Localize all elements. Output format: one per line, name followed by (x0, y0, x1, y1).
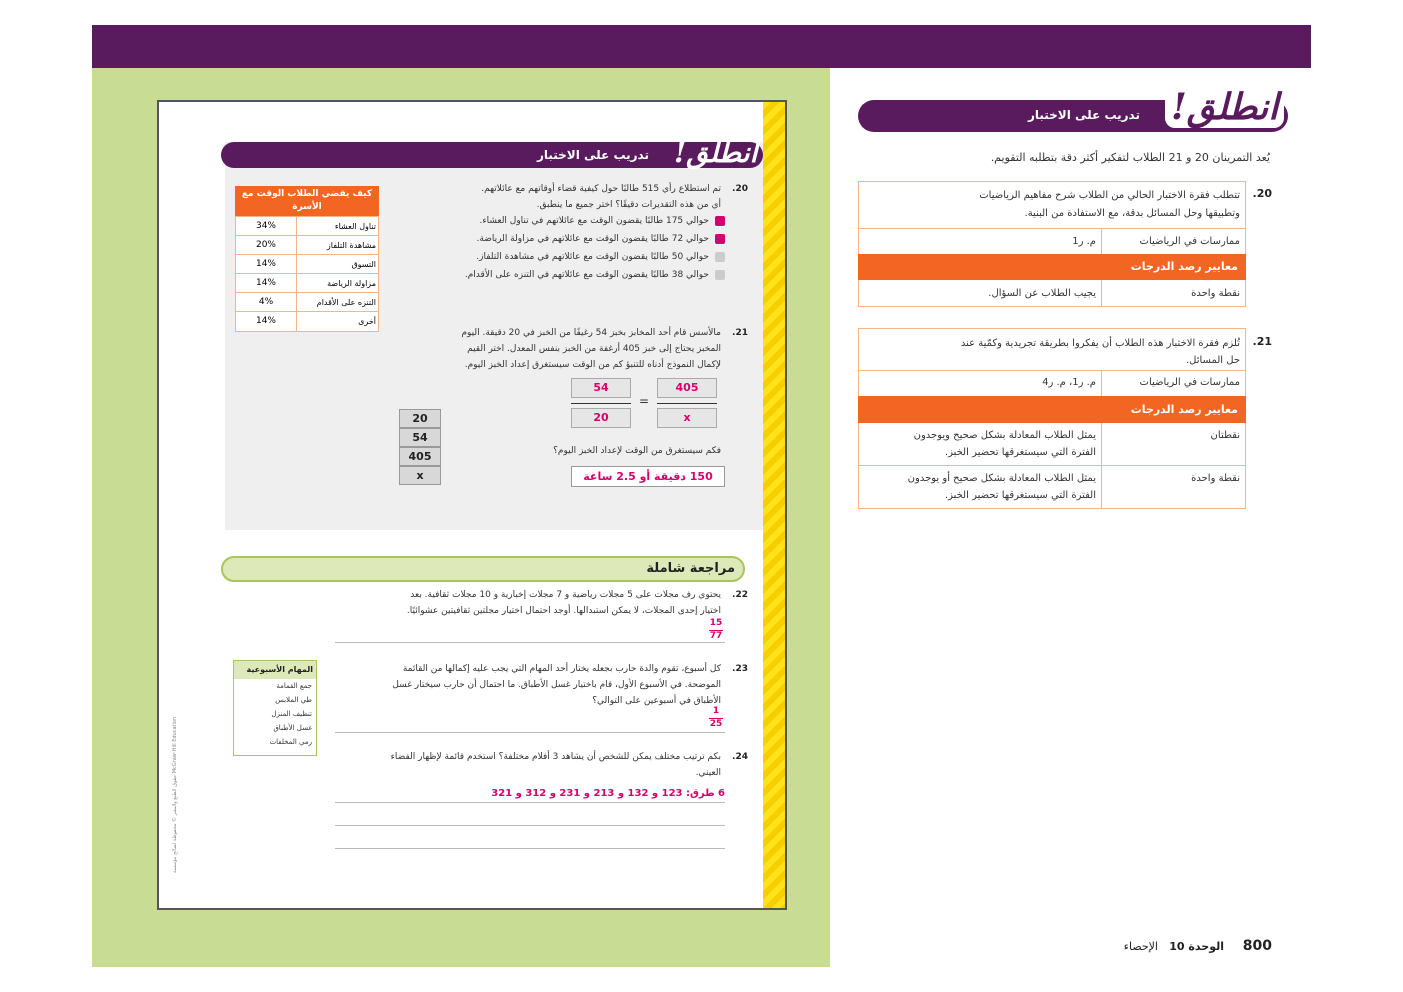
ex20-rubric-header: معايير رصد الدرجات (858, 254, 1246, 280)
ex20-points-label: نقطة واحدة (1191, 288, 1240, 299)
q21-text-1: مالأسس قام أحد المخابز بخبز 54 رغيفًا من الخبز في 20 دقيقة. اليوم (461, 328, 721, 338)
ex21-2pts-desc-2: الفترة التي سيستغرقها تحضير الخبز. (944, 447, 1096, 458)
go-logo: انطلق! (674, 136, 758, 169)
q24-text-2: العيني. (695, 768, 721, 778)
yellow-edge-strip (763, 102, 785, 908)
test-practice-title: تدريب على الاختبار (536, 148, 649, 162)
weekly-task-item: رمي المخلفات (269, 738, 312, 746)
table-cell-label: تناول العشاء (334, 222, 376, 231)
table-cell-label: أخرى (358, 317, 376, 326)
fraction-numerator-left[interactable]: 54 (571, 378, 631, 398)
table-cell-value: 4% (258, 297, 274, 307)
review-title: مراجعة شاملة (646, 561, 735, 576)
q24-text-1: بكم ترتيب مختلف يمكن للشخص أن يشاهد 3 أفلام مختلفة؟ استخدم قائمة لإظهار الفضاء (390, 752, 721, 762)
ex20-number: 20. (1252, 187, 1272, 200)
ex20-points-desc: يجيب الطلاب عن السؤال. (988, 288, 1096, 299)
checkbox-checked-icon (715, 216, 725, 226)
q23-text-2: الموضحة. في الأسبوع الأول، قام باختيار غسل الأطباق. ما احتمال أن حارب سيختار غسل (392, 680, 721, 690)
table-cell-value: 14% (255, 316, 276, 326)
table-row (236, 217, 378, 236)
ex21-rubric-header: معايير رصد الدرجات (858, 396, 1246, 423)
answer-line (335, 642, 725, 643)
checkbox-unchecked-icon (715, 252, 725, 262)
table-row (236, 274, 378, 293)
table-row (236, 293, 378, 312)
weekly-task-item: طي الملابس (275, 696, 312, 704)
ex21-1pt-desc-2: الفترة التي سيستغرقها تحضير الخبز. (944, 490, 1096, 501)
table-cell-label: التنزه على الأقدام (316, 298, 376, 307)
family-time-table-title: كيف يقضي الطلاب الوقت مع الأسرة (235, 186, 379, 216)
drag-tile-20[interactable]: 20 (399, 409, 441, 428)
fraction-bar-left (571, 403, 631, 404)
weekly-task-item: جمع القمامة (276, 682, 312, 690)
answer-line (335, 802, 725, 803)
drag-tile-54[interactable]: 54 (399, 428, 441, 447)
answer-line (335, 732, 725, 733)
ex20-practice-label: ممارسات في الرياضيات (1139, 236, 1240, 247)
q21-number: 21. (732, 328, 748, 338)
checkbox-unchecked-icon (715, 270, 725, 280)
copyright-credit: حقوق الطبع والنشر © محفوظة لصالح مؤسسة McGraw-Hill Education (172, 716, 178, 874)
column-divider (1101, 370, 1102, 396)
table-row (236, 255, 378, 274)
column-divider (1101, 228, 1102, 254)
ex21-number: 21. (1252, 335, 1272, 348)
q23-answer-numerator: 1 (712, 706, 720, 716)
ex21-practice-label: ممارسات في الرياضيات (1139, 377, 1240, 388)
unit-label: الوحدة 10 (1169, 940, 1224, 953)
ex21-1pt-label: نقطة واحدة (1191, 473, 1240, 484)
fraction-denominator-right[interactable]: x (657, 408, 717, 428)
q22-text-1: يحتوي رف مجلات على 5 مجلات رياضية و 7 مجلات إخبارية و 10 مجلات ثقافية. بعد (410, 590, 721, 600)
weekly-tasks-title: المهام الأسبوعية (234, 661, 316, 679)
q23-text-3: الأطباق في أسبوعين على التوالي؟ (592, 696, 721, 706)
q22-answer-numerator: 15 (709, 618, 723, 628)
table-cell-value: 14% (255, 278, 276, 288)
q20-option-1: حوالي 175 طالبًا يقضون الوقت مع عائلاتهم في تناول العشاء. (479, 216, 709, 226)
q20-text-2: أي من هذه التقديرات دقيقًا؟ اختر جميع ما ينطبق. (536, 200, 721, 210)
q20-option-2: حوالي 72 طالبًا يقضون الوقت مع عائلاتهم في مزاولة الرياضة. (476, 234, 709, 244)
table-cell-value: 20% (255, 240, 276, 250)
q21-question: فكم سيستغرق من الوقت لإعداد الخبز اليوم؟ (553, 446, 721, 456)
right-test-practice-title: تدريب على الاختبار (1027, 108, 1140, 122)
q23-text-1: كل أسبوع، تقوم والدة حارب بجعله يختار أحد المهام التي يجب عليه إكمالها من القائمة (402, 664, 721, 674)
ex21-2pts-label: نقطتان (1210, 430, 1240, 441)
table-row (236, 312, 378, 331)
q22-text-2: اختيار إحدى المجلات، لا يمكن استبدالها. أوجد احتمال اختيار مجلتين ثقافيتين عشوائيًا. (406, 606, 721, 616)
student-page (157, 100, 787, 910)
q20-number: 20. (732, 184, 748, 194)
page-number: 800 (1242, 938, 1272, 954)
answer-line (335, 848, 725, 849)
column-divider (1101, 280, 1102, 307)
checkbox-checked-icon (715, 234, 725, 244)
q24-answer: 6 طرق: 123 و 132 و 213 و 231 و 312 و 321 (491, 788, 725, 799)
ex21-1pt-desc-1: يمثل الطلاب المعادلة بشكل صحيح أو يوجدون (907, 473, 1096, 484)
weekly-task-item: غسل الأطباق (273, 724, 312, 732)
fraction-bar-right (657, 403, 717, 404)
top-banner (92, 25, 1311, 68)
right-intro-text: يُعد التمرينان 20 و 21 الطلاب لتفكير أكثر دقة بتطلبه التقويم. (990, 151, 1270, 164)
table-row (236, 236, 378, 255)
q21-text-2: المخبز يحتاج إلى خبز 405 أرغفة من الخبز بنفس المعدل. اختر القيم (467, 344, 721, 354)
table-cell-label: مشاهدة التلفاز (326, 241, 376, 250)
q23-answer-denominator: 25 (709, 719, 723, 729)
chapter-label: الإحصاء (1123, 940, 1158, 953)
answer-line (335, 825, 725, 826)
drag-tile-x[interactable]: x (399, 466, 441, 485)
fraction-numerator-right[interactable]: 405 (657, 378, 717, 398)
q24-number: 24. (732, 752, 748, 762)
table-column-divider (296, 217, 297, 331)
q21-answer-box[interactable]: 150 دقيقة أو 2.5 ساعة (571, 466, 725, 487)
table-cell-label: التسوق (351, 260, 376, 269)
q21-text-3: لإكمال النموذج أدناه للتنبؤ كم من الوقت سيستغرق إعداد الخبز اليوم. (464, 360, 721, 370)
column-divider (1101, 423, 1102, 509)
q22-answer-denominator: 77 (709, 631, 723, 641)
table-cell-value: 34% (255, 221, 276, 231)
weekly-task-item: تنظيف المنزل (271, 710, 312, 718)
equals-sign: = (638, 394, 650, 408)
q20-option-4: حوالي 38 طالبًا يقضون الوقت مع عائلاتهم في التنزه على الأقدام. (464, 270, 709, 280)
q22-number: 22. (732, 590, 748, 600)
ex21-desc-2: حل المسائل. (1185, 355, 1240, 366)
ex21-2pts-desc-1: يمثل الطلاب المعادلة بشكل صحيح ويوجدون (913, 430, 1096, 441)
drag-tile-405[interactable]: 405 (399, 447, 441, 466)
ex20-practice-value: م. ر1 (1072, 236, 1096, 247)
ex20-desc-1: تتطلب فقرة الاختبار الحالي من الطلاب شرح مفاهيم الرياضيات (979, 190, 1240, 201)
weekly-tasks-box (233, 660, 317, 756)
ex21-desc-1: تُلزم فقرة الاختبار هذه الطلاب أن يفكروا بطريقة تجريدية وكمّية عند (960, 338, 1240, 349)
q23-number: 23. (732, 664, 748, 674)
row-divider (858, 465, 1246, 466)
go-logo: انطلق! (1165, 86, 1284, 128)
q20-option-3: حوالي 50 طالبًا يقضون الوقت مع عائلاتهم في مشاهدة التلفاز. (476, 252, 709, 262)
fraction-denominator-left[interactable]: 20 (571, 408, 631, 428)
family-time-table (235, 216, 379, 332)
q20-text-1: تم استطلاع رأي 515 طالبًا حول كيفية قضاء أوقاتهم مع عائلاتهم. (481, 184, 721, 194)
ex20-desc-2: وتطبيقها وحل المسائل بدقة، مع الاستفادة من البنية. (1024, 208, 1240, 219)
table-cell-label: مزاولة الرياضة (327, 279, 376, 288)
table-cell-value: 14% (255, 259, 276, 269)
ex21-practice-value: م. ر1، م. ر4 (1042, 377, 1096, 388)
